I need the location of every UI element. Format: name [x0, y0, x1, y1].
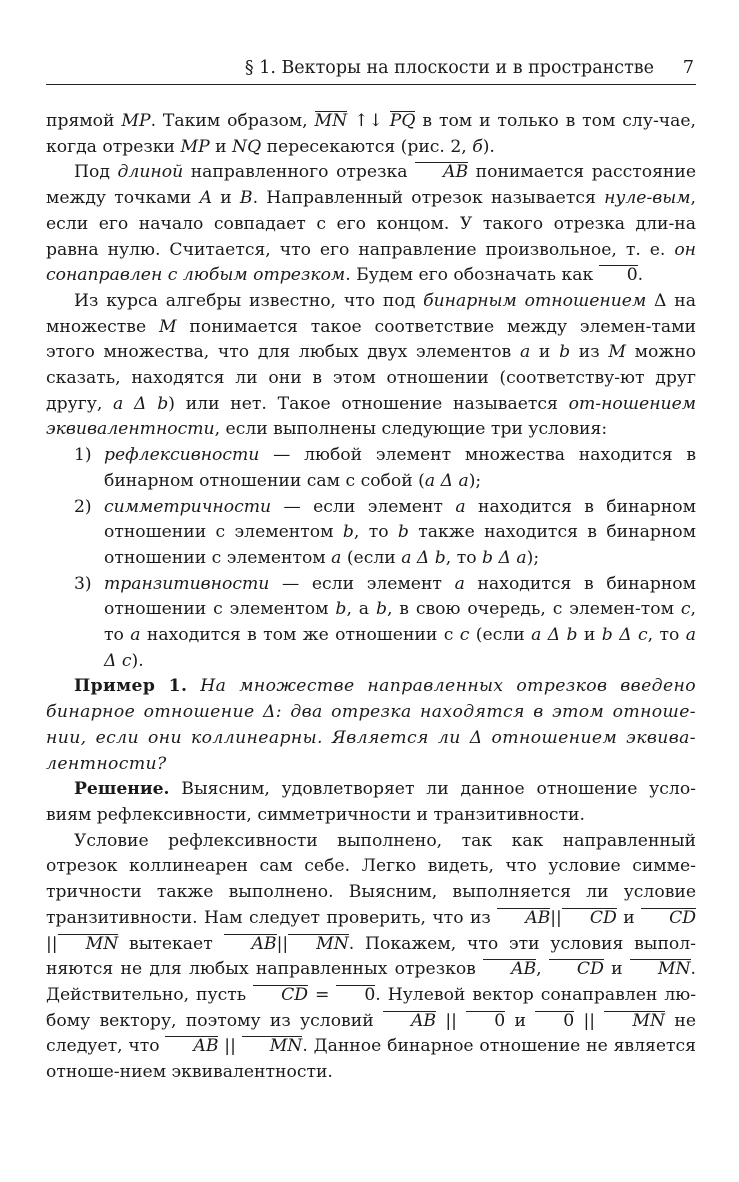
text-run: — если элемент [269, 573, 455, 594]
relation-expr: a Δ c [104, 625, 697, 671]
text-run: прямой [46, 111, 122, 131]
example-label: Пример 1 [74, 676, 182, 697]
text-run: , если выполнены следующие три условия: [214, 419, 608, 440]
zero-vector: 0 [466, 1011, 505, 1030]
parallel-sign: || [550, 907, 562, 928]
list-marker: 2) [74, 496, 92, 517]
text-run: в том и только в том слу-чае, когда отрезки [46, 111, 697, 157]
term-binary-relation: бинарным отношением [423, 290, 647, 311]
element-label: c [680, 599, 691, 620]
text-run: направленного отрезка [183, 162, 416, 183]
text-run: , то [353, 522, 398, 543]
text-run: из [570, 342, 609, 363]
text-run: , то [445, 547, 483, 568]
paragraph-2 [46, 160, 696, 289]
element-label: b [375, 599, 387, 620]
text-run: , то [647, 625, 686, 646]
relation-expr: a Δ b [531, 625, 578, 646]
text-run: — если элемент [271, 496, 456, 517]
vector-mn: MN [58, 934, 119, 953]
text-run: находится в бинарном отношении с элементом [104, 496, 696, 543]
list-marker: 1) [74, 445, 92, 466]
vector-cd: CD [562, 908, 617, 927]
vector-mn: MN [314, 111, 348, 131]
zero-vector: 0 [535, 1011, 574, 1030]
section-title: § 1. Векторы на плоскости и в пространстве [244, 58, 654, 78]
term-length: длиной [117, 162, 184, 183]
relation-expr: a Δ a [424, 470, 469, 491]
parallel-sign: || [276, 933, 289, 954]
text-run: можно сказать, находятся ли они в этом отношении (соответству-ют друг другу, [46, 342, 696, 414]
parallel-sign: || [46, 933, 58, 954]
text-run: Условие рефлексивности выполнено, так как направленный отрезок коллинеарен сам себе. Легко видеть, что условие симме-тричности также выполнено. Выясним, выполняется ли условие транзитивности. Нам следует проверить, что из [46, 830, 696, 928]
element-label: a [519, 342, 531, 363]
figure-ref: б [472, 136, 483, 157]
relation-expr: b Δ c [601, 625, 648, 646]
example-1 [46, 674, 696, 777]
vector-cd: CD [641, 908, 696, 927]
equals-sign: = [308, 984, 337, 1005]
text-run: и [530, 342, 560, 363]
term-symmetry: симметричности [104, 496, 272, 517]
text-run: также находится в бинарном отношении с элементом [104, 522, 696, 568]
point-label: B [239, 188, 253, 209]
list-marker: 3) [74, 573, 92, 594]
text-run: и [209, 136, 233, 157]
term-codirected: он сонаправлен с любым отрезком [46, 239, 696, 286]
text-run: (если [341, 547, 402, 568]
text-run: не следует, что [46, 1010, 697, 1057]
segment-label: MP [180, 136, 210, 157]
vector-ab: AB [483, 959, 536, 978]
text-run: понимается такое соответствие между элемен-тами этого множества, что для любых двух элементов [46, 316, 696, 363]
segment-label: NQ [232, 136, 262, 157]
text-run: , то [104, 599, 696, 646]
condition-item [46, 495, 696, 572]
set-label: M [608, 342, 626, 363]
vector-mn: MN [288, 934, 349, 953]
vector-ab: AB [224, 934, 277, 953]
example-label-dot: . [181, 676, 188, 697]
text-run: и [577, 625, 602, 646]
vector-ab: AB [383, 1011, 436, 1030]
element-label: a [130, 625, 141, 646]
term-reflexivity: рефлексивности [104, 445, 260, 466]
text-run: находится в том же отношении с [140, 625, 460, 646]
text-run: ); [468, 470, 482, 491]
term-equivalence: от-ношением эквивалентности [46, 393, 697, 440]
text-run: и [616, 907, 642, 928]
solution-label: Решение. [74, 779, 170, 800]
text-run: Из курса алгебры известно, что под [74, 290, 424, 311]
condition-item [46, 443, 696, 494]
relation-expr: b Δ a [482, 547, 527, 568]
term-transitivity: транзитивности [104, 573, 270, 594]
body-text [46, 109, 696, 1086]
paragraph-3 [46, 289, 696, 443]
conditions-list [46, 443, 696, 674]
text-run: (если [469, 625, 532, 646]
opposite-direction-sign: ↑↓ [347, 111, 390, 131]
text-run: Δ на множестве [46, 290, 696, 337]
parallel-sign: || [436, 1010, 467, 1031]
text-run: ) или нет. Такое отношение называется [168, 393, 569, 414]
paragraph-final [46, 829, 696, 1086]
element-label: a [454, 573, 465, 594]
text-run: . Таким образом, [150, 111, 315, 131]
text-run: , [536, 959, 549, 980]
text-run: . Действительно, пусть [46, 959, 696, 1005]
page-number: 7 [682, 58, 694, 78]
text-run: и [505, 1010, 536, 1031]
text-run: и [211, 188, 240, 209]
text-run: Под [74, 162, 118, 183]
vector-ab: AB [497, 908, 550, 927]
condition-item [46, 572, 696, 675]
zero-vector: 0 [599, 265, 638, 284]
text-run: , в свою очередь, с элемен-том [386, 599, 681, 620]
parallel-sign: || [574, 1010, 605, 1031]
text-run: ). [131, 650, 144, 671]
text-run: находится в бинарном отношении с элементом [104, 573, 696, 620]
element-label: a [455, 496, 466, 517]
element-label: b [559, 342, 571, 363]
text-run: . [637, 265, 644, 286]
vector-mn: MN [630, 959, 691, 978]
running-head [46, 54, 696, 85]
text-run: ). [482, 136, 495, 157]
text-run: . Данное бинарное отношение не является отноше-нием эквивалентности. [46, 1036, 696, 1083]
segment-label: MP [121, 111, 151, 131]
relation-expr: a Δ b [401, 547, 446, 568]
text-run: . Будем его обозначать как [345, 265, 599, 286]
vector-ab: AB [165, 1036, 218, 1055]
element-label: b [335, 599, 347, 620]
element-label: c [459, 625, 470, 646]
text-run: , если его начало совпадает с его концом. У такого отрезка дли-на равна нулю. Считается, что его направление произвольное, т. е. [46, 188, 696, 260]
example-statement: На множестве направленных отрезков введено бинарное отношение Δ: два отрезка находятся в этом отноше-нии, если они коллинеарны. Является ли Δ отношением эквива-лентности? [46, 676, 696, 774]
text-run: . Нулевой вектор сонаправлен лю-бому вектору, поэтому из условий [46, 984, 697, 1031]
text-run: вытекает [118, 933, 224, 954]
vector-ab: AB [415, 162, 468, 181]
set-label: M [158, 316, 177, 337]
text-run: , а [346, 599, 376, 620]
point-label: A [199, 188, 212, 209]
text-run: и [603, 959, 630, 980]
term-null: нуле-вым [604, 188, 691, 209]
text-run: пересекаются (рис. 2, [261, 136, 473, 157]
element-label: b [342, 522, 354, 543]
vector-pq: PQ [389, 111, 416, 131]
text-run: . Направленный отрезок называется [252, 188, 605, 209]
vector-cd: CD [253, 985, 308, 1004]
text-run: — любой элемент множества находится в бинарном отношении сам с собой ( [104, 445, 696, 491]
zero-vector: 0 [336, 985, 375, 1004]
parallel-sign: || [218, 1036, 242, 1057]
vector-cd: CD [549, 959, 604, 978]
vector-mn: MN [604, 1011, 665, 1030]
text-run: . Покажем, что эти условия выпол-няются не для любых направленных отрезков [46, 933, 696, 980]
element-label: b [397, 522, 409, 543]
solution [46, 777, 696, 828]
element-label: a [331, 547, 342, 568]
relation-expr: a Δ b [113, 393, 169, 414]
vector-mn: MN [242, 1036, 303, 1055]
text-run: ); [526, 547, 540, 568]
paragraph-1 [46, 109, 696, 160]
solution-text: Выясним, удовлетворяет ли данное отношение усло-виям рефлексивности, симметричности и транзитивности. [46, 779, 696, 825]
text-run: понимается расстояние между точками [46, 162, 696, 209]
